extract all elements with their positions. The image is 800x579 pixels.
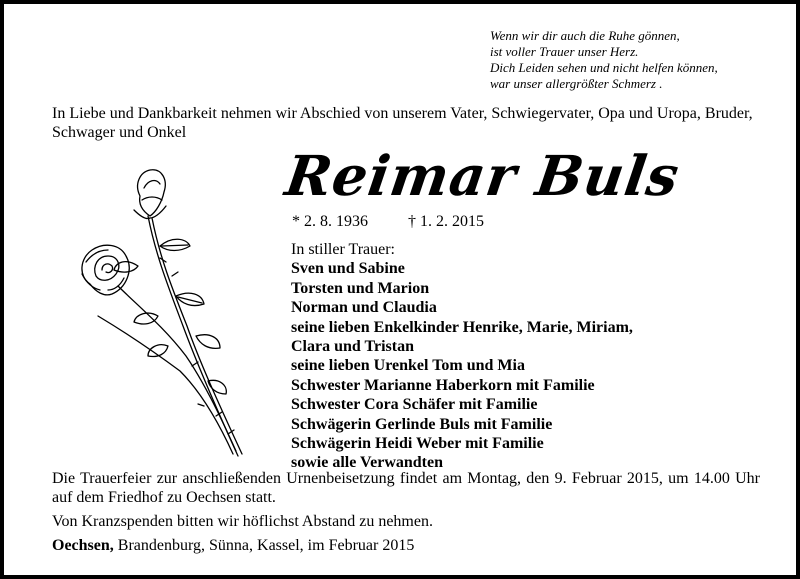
life-dates (292, 212, 484, 231)
mourners-list (291, 240, 731, 473)
poem-line: ist voller Trauer unser Herz. (490, 44, 639, 59)
death-date: † 1. 2. 2015 (408, 213, 484, 230)
mourner-line: seine lieben Enkelkinder Henrike, Marie, Miriam, (291, 318, 633, 336)
mourner-line: Sven und Sabine (291, 260, 405, 278)
deceased-name: Reimar Buls (281, 143, 684, 208)
mourner-line: Norman und Claudia (291, 299, 437, 317)
poem-line: war unser allergrößter Schmerz . (490, 76, 663, 91)
mourner-line: Schwägerin Heidi Weber mit Familie (291, 435, 544, 453)
funeral-info: Die Trauerfeier zur anschließenden Urnenbeisetzung findet am Montag, den 9. Februar 2015, um 14.00 Uhr auf dem Friedhof zu Oechsen statt. (52, 470, 760, 506)
wreath-note: Von Kranzspenden bitten wir höflichst Abstand zu nehmen. (52, 513, 433, 530)
place-name: Oechsen, (52, 537, 114, 554)
intro-text: In Liebe und Dankbarkeit nehmen wir Abschied von unserem Vater, Schwiegervater, Opa und Uropa, Bruder, Schwager und Onkel (52, 105, 753, 141)
mourner-line: Schwägerin Gerlinde Buls mit Familie (291, 415, 553, 433)
mourner-line: Schwester Marianne Haberkorn mit Familie (291, 376, 595, 394)
rose-icon (68, 166, 258, 466)
mourner-line: Torsten und Marion (291, 279, 430, 297)
place-details: Brandenburg, Sünna, Kassel, im Februar 2015 (113, 537, 415, 554)
poem-line: Wenn wir dir auch die Ruhe gönnen, (490, 28, 680, 43)
mourner-line: Clara und Tristan (291, 338, 414, 356)
mourning-label: In stiller Trauer: (291, 241, 395, 258)
poem (490, 28, 790, 92)
mourner-line: seine lieben Urenkel Tom und Mia (291, 357, 525, 375)
place-and-date (52, 536, 414, 555)
rose-illustration (68, 166, 258, 471)
mourner-line: sowie alle Verwandten (291, 454, 443, 472)
birth-date: * 2. 8. 1936 (292, 213, 368, 230)
mourner-line: Schwester Cora Schäfer mit Familie (291, 396, 538, 414)
poem-line: Dich Leiden sehen und nicht helfen können, (490, 60, 718, 75)
